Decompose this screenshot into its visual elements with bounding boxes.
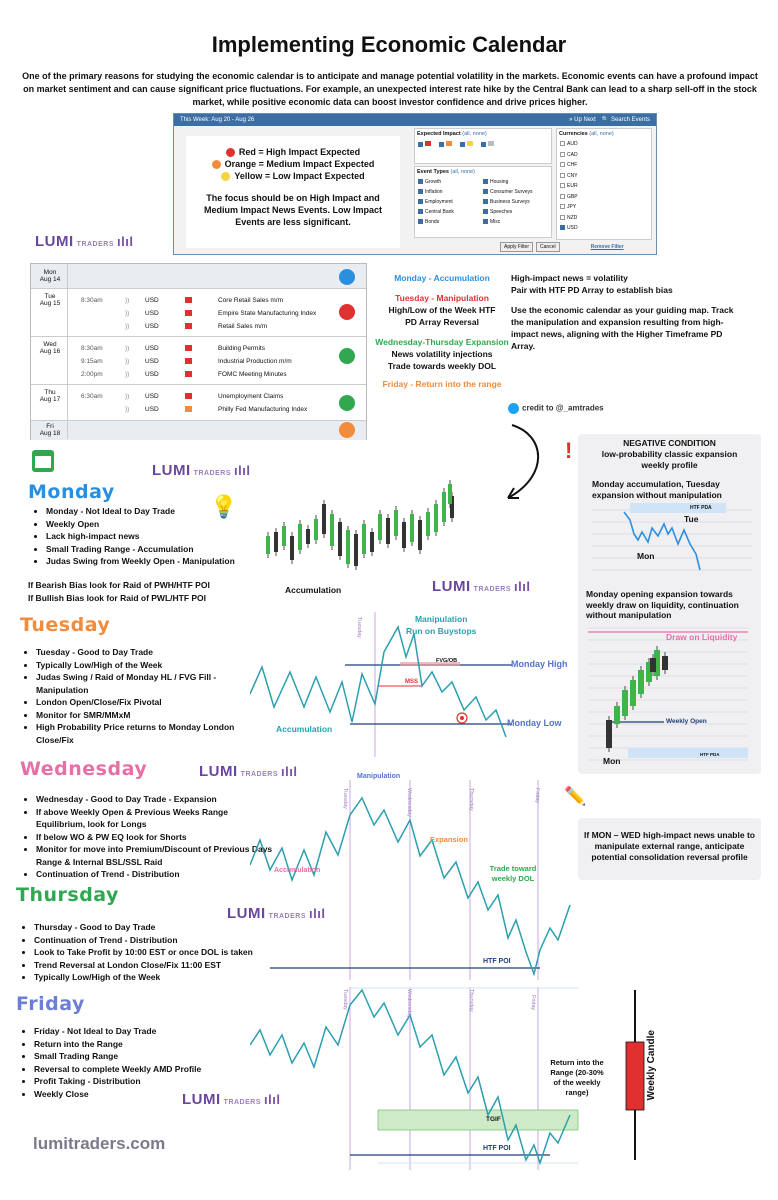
event-currency: USD: [145, 309, 159, 317]
event-time: 8:30am: [81, 296, 103, 304]
fvg-label: FVG/OB: [436, 658, 458, 664]
lightbulb-icon: 💡: [210, 494, 238, 519]
brand-logo-5: LUMI TRADERS ılıl: [227, 905, 326, 922]
impact-folder-icon: [185, 393, 192, 399]
weekly-candle-label: Weekly Candle: [646, 1030, 657, 1101]
tuesday-bullets: • Tuesday - Good to Day Trade • Typically Low/High of the Week • Judas Swing / Raid of Monday HL / FVG Fill - Manipulation • London Open/Close/Fix Pivotal • Monitor for SMR/MMxM • High Probability Price returns to Monday London Close/Fix: [24, 646, 260, 746]
event-currency: USD: [145, 322, 159, 330]
exclamation-icon: !: [565, 438, 573, 463]
sound-icon: )): [125, 309, 130, 317]
day-fri: Fri Aug 18: [39, 423, 61, 437]
neg-mon2-label: Mon: [603, 756, 621, 766]
return-range-label: Return into the Range (20-30% of the weekly range): [550, 1058, 604, 1097]
candle-body: [394, 510, 398, 536]
twitter-icon: [508, 403, 519, 414]
candle-body: [354, 534, 358, 566]
calendar-icon: [32, 450, 54, 472]
candle-body: [630, 680, 636, 706]
friday-chart: [250, 985, 590, 1170]
brand-logo-3: LUMI TRADERS ılıl: [432, 578, 531, 595]
sound-icon: )): [125, 405, 130, 413]
event-currency: USD: [145, 405, 159, 413]
event-name: Retail Sales m/m: [218, 322, 268, 330]
expansion-label: Expansion: [430, 835, 468, 844]
brand-logo-4: LUMI TRADERS ılıl: [199, 763, 298, 780]
candle-body: [322, 504, 326, 534]
legend-orange: Orange = Medium Impact Expected: [224, 159, 375, 169]
impact-folder-icon: [185, 358, 192, 364]
day-thu: Thu Aug 17: [39, 389, 61, 403]
type-growth[interactable]: Growth: [418, 177, 483, 187]
friday-title: Friday: [16, 993, 85, 1015]
candle-body: [410, 514, 414, 542]
candle-body: [282, 526, 286, 546]
type-speeches[interactable]: Speeches: [483, 207, 548, 217]
type-central-bank[interactable]: Central Bank: [418, 207, 483, 217]
expected-impact-label: Expected Impact: [417, 131, 461, 137]
event-name: Core Retail Sales m/m: [218, 296, 284, 304]
impact-folder-icon: [185, 406, 192, 412]
candle-body: [338, 522, 342, 556]
candle-body: [370, 532, 374, 552]
type-business-surveys[interactable]: Business Surveys: [483, 197, 548, 207]
currencies-label: Currencies: [559, 131, 588, 137]
impact-yellow-checkbox[interactable]: [460, 141, 473, 148]
cur-all-none-link[interactable]: (all, none): [589, 131, 614, 137]
candle-body: [606, 720, 612, 748]
type-housing[interactable]: Housing: [483, 177, 548, 187]
week-label[interactable]: This Week: Aug 20 - Aug 26: [180, 117, 255, 123]
friday-bullets: • Friday - Not Ideal to Day Trade • Return into the Range • Small Trading Range • Reversal to complete Weekly AMD Profile • Profit Taking - Distribution • Weekly Close: [22, 1025, 252, 1100]
event-time: 9:15am: [81, 357, 103, 365]
event-currency: USD: [145, 370, 159, 378]
candle-body: [306, 529, 310, 544]
weekly-profile-summary: [372, 272, 512, 390]
cur-cad[interactable]: CAD: [560, 150, 648, 161]
cancel-button[interactable]: Cancel: [536, 242, 560, 252]
right-notes: [511, 272, 741, 352]
candle-body: [662, 656, 668, 670]
tgif-label: TGIF: [486, 1116, 501, 1123]
calendar-filter-widget: [173, 113, 657, 255]
sound-icon: )): [125, 322, 130, 330]
legend-red: Red = High Impact Expected: [238, 147, 361, 157]
wed-impact-dot: [339, 348, 355, 364]
wed-axis-wednesday: Wednesday: [406, 788, 412, 817]
monday-title: Monday: [28, 481, 115, 503]
fri-axis-friday: Friday: [530, 995, 536, 1011]
footer-url[interactable]: lumitraders.com: [33, 1134, 166, 1153]
impact-gray-checkbox[interactable]: [481, 141, 494, 148]
wednesday-bullets: • Wednesday - Good to Day Trade - Expansion • If above Weekly Open & Previous Weeks Range Equilibrium, look for Longs • If below WO & PW EQ look for Shorts • Monitor for move into Premium/Discount of Previous Days Range & Internal BSL/SSL Raid • Continuation of Trend - Distribution: [24, 793, 274, 881]
candle-body: [448, 484, 452, 504]
thu-htf-poi-label: HTF POI: [483, 958, 511, 965]
focus-note: The focus should be on High Impact and Medium Impact News Events. Low Impact Events are less significant.: [203, 193, 383, 227]
candle-body: [426, 512, 430, 536]
brand-logo-6: LUMI TRADERS ılıl: [182, 1091, 281, 1108]
intro-text: One of the primary reasons for studying the economic calendar is to anticipate and manage potential volatility in the markets. Economic events can have a profound impact on market sentiment and can cause significant price fluctuations. For example, an unexpected interest rate hike by the Central Bank can lead to a sharp sell-off in the stock market, while positive economic data can boost investor confidence and drive prices higher.: [22, 71, 758, 107]
page-title: Implementing Economic Calendar: [211, 32, 567, 57]
red-dot-icon: [226, 148, 235, 157]
apply-filter-button[interactable]: Apply Filter: [500, 242, 533, 252]
note-b: Pair with HTF PD Array to establish bias: [511, 285, 673, 295]
cur-gbp[interactable]: GBP: [560, 192, 648, 203]
event-currency: USD: [145, 392, 159, 400]
candle-body: [650, 658, 656, 672]
callout-box: If MON – WED high-impact news unable to manipulate external range, anticipate potential consolidation reversal profile: [578, 818, 761, 880]
mon-impact-dot: [339, 269, 355, 285]
event-currency: USD: [145, 296, 159, 304]
trade-dol-label: Trade toward weekly DOL: [489, 864, 537, 883]
tue-summary: Tuesday - Manipulation: [395, 293, 489, 303]
type-employment[interactable]: Employment: [418, 197, 483, 207]
htf-pda-label: HTF PDA: [690, 505, 712, 511]
type-inflation[interactable]: Inflation: [418, 187, 483, 197]
impact-folder-icon: [185, 323, 192, 329]
events-table: [30, 263, 367, 440]
event-currency: USD: [145, 344, 159, 352]
dol-label: Draw on Liquidity: [666, 632, 738, 642]
wed-axis-friday: Friday: [534, 788, 540, 804]
thursday-bullets: • Thursday - Good to Day Trade • Continuation of Trend - Distribution • Look to Take Profit by 10:00 EST or once DOL is taken • Trend Reversal at London Close/Fix 11:00 EST • Typically Low/High of the Week: [22, 921, 282, 984]
neg-case-1: Monday accumulation, Tuesday expansion without manipulation: [592, 479, 722, 500]
event-name: Philly Fed Manufacturing Index: [218, 405, 308, 413]
neg-mon-label: Mon: [637, 551, 655, 561]
yellow-dot-icon: [221, 172, 230, 181]
event-name: Unemployment Claims: [218, 392, 284, 400]
mon-summary: Monday - Accumulation: [394, 273, 490, 283]
event-time: 2:00pm: [81, 370, 103, 378]
tuesday-title: Tuesday: [20, 614, 111, 636]
up-next-link[interactable]: » Up Next: [569, 117, 596, 123]
event-row[interactable]: [31, 320, 366, 332]
weekly-open-label: Weekly Open: [666, 718, 707, 725]
impact-orange-checkbox[interactable]: [439, 141, 452, 148]
impact-folder-icon: [185, 371, 192, 377]
candle-body: [290, 536, 294, 560]
wed-axis-tuesday: Tuesday: [342, 788, 348, 809]
negative-title: NEGATIVE CONDITION low-probability classic expansion weekly profile: [601, 438, 738, 470]
sound-icon: )): [125, 357, 130, 365]
widget-top-bar: [174, 114, 656, 126]
types-all-none-link[interactable]: (all, none): [450, 169, 475, 175]
candle-body: [418, 520, 422, 550]
monday-bias-notes: If Bearish Bias look for Raid of PWH/HTF POI If Bullish Bias look for Raid of PWL/HTF POI: [28, 580, 210, 603]
bars-logo-icon: ılıl: [117, 234, 134, 249]
event-currency: USD: [145, 357, 159, 365]
cur-nzd[interactable]: NZD: [560, 213, 648, 224]
brand-logo: LUMI TRADERS ılıl: [35, 233, 134, 250]
sound-icon: )): [125, 392, 130, 400]
impact-red-checkbox[interactable]: [418, 141, 431, 148]
fri-impact-dot: [339, 422, 355, 438]
type-consumer-surveys[interactable]: Consumer Surveys: [483, 187, 548, 197]
type-misc[interactable]: Misc: [483, 217, 548, 227]
tue-sub: High/Low of the Week HTF PD Array Reversal: [388, 305, 496, 327]
wed-sub: News volatility injections Trade towards weekly DOL: [387, 349, 497, 371]
curved-arrow: [490, 420, 560, 505]
neg-chart-2: [588, 620, 753, 770]
event-time: 6:30am: [81, 392, 103, 400]
event-types-label: Event Types: [417, 169, 449, 175]
impact-folder-icon: [185, 310, 192, 316]
fri-htf-poi-label: HTF POI: [483, 1145, 511, 1152]
monday-bullets: • Monday - Not Ideal to Day Trade • Weekly Open • Lack high-impact news • Small Trading Range - Accumulation • Judas Swing from Weekly Open - Manipulation: [34, 505, 274, 568]
candle-body: [274, 532, 278, 552]
event-row[interactable]: [31, 307, 366, 319]
orange-dot-icon: [212, 160, 221, 169]
wed-axis-thursday: Thursday: [468, 788, 474, 811]
fri-summary: Friday - Return into the range: [382, 379, 502, 389]
cur-eur[interactable]: EUR: [560, 181, 648, 192]
day-tue: Tue Aug 15: [39, 293, 61, 307]
wed-manip-label: Manipulation: [357, 773, 401, 780]
sound-icon: )): [125, 370, 130, 378]
monday-high-label: Monday High: [511, 659, 568, 669]
event-name: Industrial Production m/m: [218, 357, 292, 365]
cur-chf[interactable]: CHF: [560, 160, 648, 171]
monday-low-label: Monday Low: [507, 718, 562, 728]
cur-usd[interactable]: USD: [560, 223, 648, 234]
wed-accum-label: Accumulation: [274, 867, 321, 874]
candle-body: [314, 519, 318, 540]
candle-body: [638, 670, 644, 694]
candle-body: [622, 690, 628, 716]
candle-body: [442, 492, 446, 522]
event-time: 8:30am: [81, 344, 103, 352]
note-a: High-impact news = volatility: [511, 273, 628, 283]
monday-candles-chart: [258, 474, 458, 584]
expected-impact-panel: [414, 128, 552, 164]
candle-body: [434, 504, 438, 532]
event-name: Empire State Manufacturing Index: [218, 309, 317, 317]
day-wed: Wed Aug 16: [39, 341, 61, 355]
neg-case-2: Monday opening expansion towards weekly draw on liquidity, continuation without manipulation: [586, 589, 739, 620]
sound-icon: )): [125, 296, 130, 304]
event-types-panel: [414, 166, 552, 238]
pencil-icon: ✏️: [564, 786, 587, 806]
event-row[interactable]: [31, 294, 366, 306]
candle-body: [298, 524, 302, 550]
candle-body: [362, 524, 366, 554]
day-mon: Mon Aug 14: [39, 269, 61, 283]
candle-body: [402, 522, 406, 548]
event-row[interactable]: [31, 342, 366, 354]
fri-axis-wednesday: Wednesday: [406, 989, 412, 1018]
neg-tue-label: Tue: [684, 514, 699, 524]
event-name: FOMC Meeting Minutes: [218, 370, 287, 378]
thursday-title: Thursday: [16, 884, 119, 906]
tue-manip-labels: Manipulation Run on Buystops: [406, 614, 477, 636]
accumulation-label: Accumulation: [285, 585, 342, 595]
event-row[interactable]: [31, 355, 366, 367]
note-c: Use the economic calendar as your guiding map. Track the manipulation and expansion resulting from high-impact news, aligning with the Higher Timeframe PD Array.: [511, 305, 734, 351]
type-bonds[interactable]: Bonds: [418, 217, 483, 227]
fri-axis-tuesday: Tuesday: [342, 989, 348, 1010]
impact-folder-icon: [185, 345, 192, 351]
currencies-panel: [556, 128, 652, 240]
brand-logo-2: LUMI TRADERS ılıl: [152, 462, 251, 479]
event-row[interactable]: [31, 403, 366, 415]
htf-pda2-label: HTF PDA: [700, 752, 720, 757]
candle-body: [346, 530, 350, 564]
tue-accum-label: Accumulation: [276, 724, 333, 734]
thu-impact-dot: [339, 395, 355, 411]
search-events-link[interactable]: 🔍 Search Events: [601, 117, 650, 123]
impact-folder-icon: [185, 297, 192, 303]
event-row[interactable]: [31, 368, 366, 380]
event-row[interactable]: [31, 390, 366, 402]
wednesday-title: Wednesday: [20, 758, 148, 780]
fri-axis-thursday: Thursday: [468, 989, 474, 1012]
sound-icon: )): [125, 344, 130, 352]
candle-body: [330, 514, 334, 546]
legend-yellow: Yellow = Low Impact Expected: [234, 171, 365, 181]
tue-impact-dot: [339, 304, 355, 320]
cur-aud[interactable]: AUD: [560, 139, 648, 150]
mss-label: MSS: [405, 679, 419, 685]
remove-filter-link[interactable]: Remove Filter: [590, 244, 624, 250]
neg-chart-1: [592, 500, 752, 580]
wed-summary: Wednesday-Thursday Expansion: [375, 337, 509, 347]
cur-jpy[interactable]: JPY: [560, 202, 648, 213]
candle-body: [266, 536, 270, 554]
impact-all-none-link[interactable]: (all, none): [462, 131, 487, 137]
htf-pda-zone: [628, 748, 748, 758]
candle-body: [378, 514, 382, 540]
candle-body: [386, 518, 390, 544]
event-name: Building Permits: [218, 344, 265, 352]
credit-line: credit to @_amtrades: [508, 403, 604, 414]
candle-body: [614, 706, 620, 724]
cur-cny[interactable]: CNY: [560, 171, 648, 182]
impact-legend: [186, 136, 400, 248]
tue-axis-label: Tuesday: [356, 617, 362, 638]
